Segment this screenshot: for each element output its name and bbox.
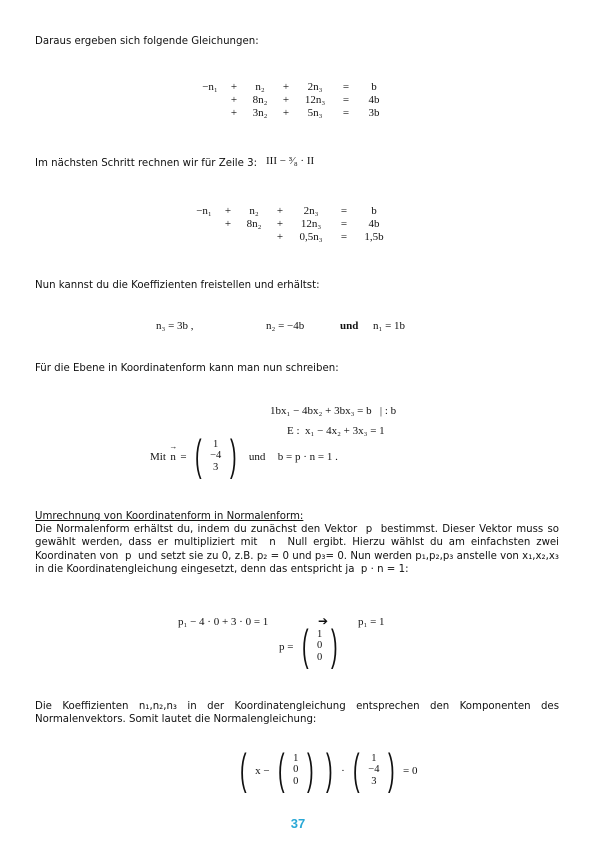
right-paren: ): [330, 621, 338, 670]
vector-component: 1: [293, 752, 299, 764]
term: b: [371, 204, 377, 217]
coefficient-n1: n₁ = 1b: [373, 320, 406, 332]
intro-text-4: Für die Ebene in Koordinatenform kann man nun schreiben:: [35, 363, 339, 374]
term: 12n₃: [300, 217, 322, 230]
equation-row: [197, 93, 389, 106]
plane-equation: E : x₁ − 4x₂ + 3x₃ = 1: [287, 425, 385, 437]
term: 12n₃: [304, 93, 326, 106]
left-paren: (: [301, 621, 309, 670]
operator: +: [276, 204, 284, 217]
operator: +: [282, 93, 290, 106]
p1-result: p₁ = 1: [358, 616, 385, 628]
term: 2n₃: [307, 80, 323, 93]
term: [197, 106, 223, 119]
term: n₂: [255, 80, 265, 93]
paragraph-line: in die Koordinatengleichung eingesetzt, denn das entspricht ja p · n = 1:: [35, 564, 409, 576]
normal-equation: ( x − ( 1 0 0 ) ) · ( 1 −4 3 ) = 0: [240, 745, 418, 794]
term: [239, 230, 269, 243]
equation-system-1: [197, 80, 389, 119]
b-expression: b = p · n = 1 .: [277, 451, 338, 464]
arrow-icon: ➔: [318, 614, 329, 628]
normal-n-column: [368, 753, 379, 788]
operator: +: [282, 80, 290, 93]
operator: +: [276, 217, 284, 230]
equation-row: [197, 80, 389, 93]
left-paren: (: [195, 431, 202, 480]
term: 1,5b: [364, 230, 384, 243]
vector-component: 1: [371, 752, 377, 764]
operator: +: [224, 217, 232, 230]
left-paren: (: [240, 745, 247, 794]
vector-component: 0: [317, 651, 323, 663]
left-paren: (: [278, 745, 285, 794]
operator: +: [230, 106, 238, 119]
vector-component: 1: [213, 438, 219, 450]
term: [191, 217, 217, 230]
right-paren: ): [306, 745, 314, 794]
coefficient-n3: n₃ = 3b ,: [156, 320, 194, 332]
n-vector-symbol: → n: [170, 451, 176, 463]
vector-component: −4: [368, 764, 380, 776]
row-operation: III − ³⁄₈ · II: [266, 155, 315, 167]
paragraph-2: [35, 700, 559, 727]
operator: +: [230, 93, 238, 106]
vector-component: 3: [213, 461, 219, 473]
term: b: [371, 80, 377, 93]
equals: =: [340, 217, 348, 230]
paragraph-line: Normalenvektors. Somit lautet die Normalengleichung:: [35, 714, 317, 726]
scaled-equation: 1bx₁ − 4bx₂ + 3bx₃ = b | : b: [270, 405, 397, 417]
equation-row: [191, 230, 391, 243]
term: 5n₃: [307, 106, 323, 119]
vector-component: 0: [317, 640, 323, 652]
operator: [217, 230, 239, 243]
connector-und: und: [340, 320, 359, 332]
vector-component: 0: [293, 764, 299, 776]
right-paren: ): [229, 431, 237, 480]
term: −n₁: [196, 204, 212, 217]
right-paren: ): [387, 745, 395, 794]
vector-component: 1: [317, 628, 323, 640]
equals: =: [340, 204, 348, 217]
equals: =: [342, 93, 350, 106]
equation-row: [191, 217, 391, 230]
term: 8n₂: [246, 217, 262, 230]
paragraph-line: Die Koeffizienten n₁,n₂,n₃ in der Koordinatengleichung entsprechen den Komponenten des: [35, 701, 559, 712]
term: 8n₂: [252, 93, 268, 106]
term: n₂: [249, 204, 259, 217]
operator: +: [230, 80, 238, 93]
n-vector-column: [210, 439, 221, 474]
left-paren: (: [353, 745, 360, 794]
equation-system-2: [191, 204, 391, 243]
term: −n₁: [202, 80, 218, 93]
paragraph-line: Koordinaten von p und setzt sie zu 0, z.B. p₂ = 0 und p₃= 0. Nun werden p₁,p₂,p₃ anstelle von x₁,x₂,x₃: [35, 550, 559, 562]
substitution-equation: p₁ − 4 · 0 + 3 · 0 = 1: [178, 616, 269, 628]
paragraph-1: [35, 523, 559, 577]
term: 4b: [368, 93, 380, 106]
p-vector-column: [317, 629, 322, 664]
equals: =: [340, 230, 348, 243]
term: 3b: [368, 106, 380, 119]
term: [197, 93, 223, 106]
operator: +: [276, 230, 284, 243]
vector-component: −4: [210, 450, 222, 462]
equation-row: [191, 204, 391, 217]
page-number: 37: [290, 816, 306, 831]
term: 4b: [368, 217, 380, 230]
p-label: p =: [279, 641, 294, 654]
mit-label: Mit: [150, 451, 166, 464]
vector-component: 0: [293, 775, 299, 787]
equals: =: [342, 80, 350, 93]
p-vector-line: [279, 621, 341, 670]
paragraph-line: Die Normalenform erhältst du, indem du zunächst den Vektor p bestimmst. Dieser Vektor muss so: [35, 524, 559, 535]
term: [191, 230, 217, 243]
operator: +: [282, 106, 290, 119]
section-heading: Umrechnung von Koordinatenform in Normalenform:: [35, 511, 304, 522]
term: 3n₂: [252, 106, 268, 119]
intro-text-2: Im nächsten Schritt rechnen wir für Zeile 3:: [35, 158, 258, 169]
und-label: und: [248, 451, 266, 464]
normal-p-column: [293, 753, 298, 788]
operator: +: [224, 204, 232, 217]
vector-component: 3: [371, 775, 377, 787]
equals-zero: = 0: [403, 765, 418, 778]
normal-vector-line: Mit → n = ( 1 −4 3 ) und b = p · n = 1 .: [150, 436, 338, 476]
right-paren: ): [325, 745, 333, 794]
intro-text-3: Nun kannst du die Koeffizienten freistellen und erhältst:: [35, 280, 320, 291]
x-minus-label: x −: [255, 765, 270, 778]
equals: =: [342, 106, 350, 119]
term: 2n₃: [303, 204, 319, 217]
coefficient-n2: n₂ = −4b: [266, 320, 305, 332]
paragraph-line: gewählt werden, dass er multipliziert mit n Null ergibt. Hierzu wählst du am einfachsten zwei: [35, 537, 559, 549]
intro-text-1: Daraus ergeben sich folgende Gleichungen:: [35, 36, 259, 47]
term: 0,5n₃: [299, 230, 323, 243]
equation-row: [197, 106, 389, 119]
